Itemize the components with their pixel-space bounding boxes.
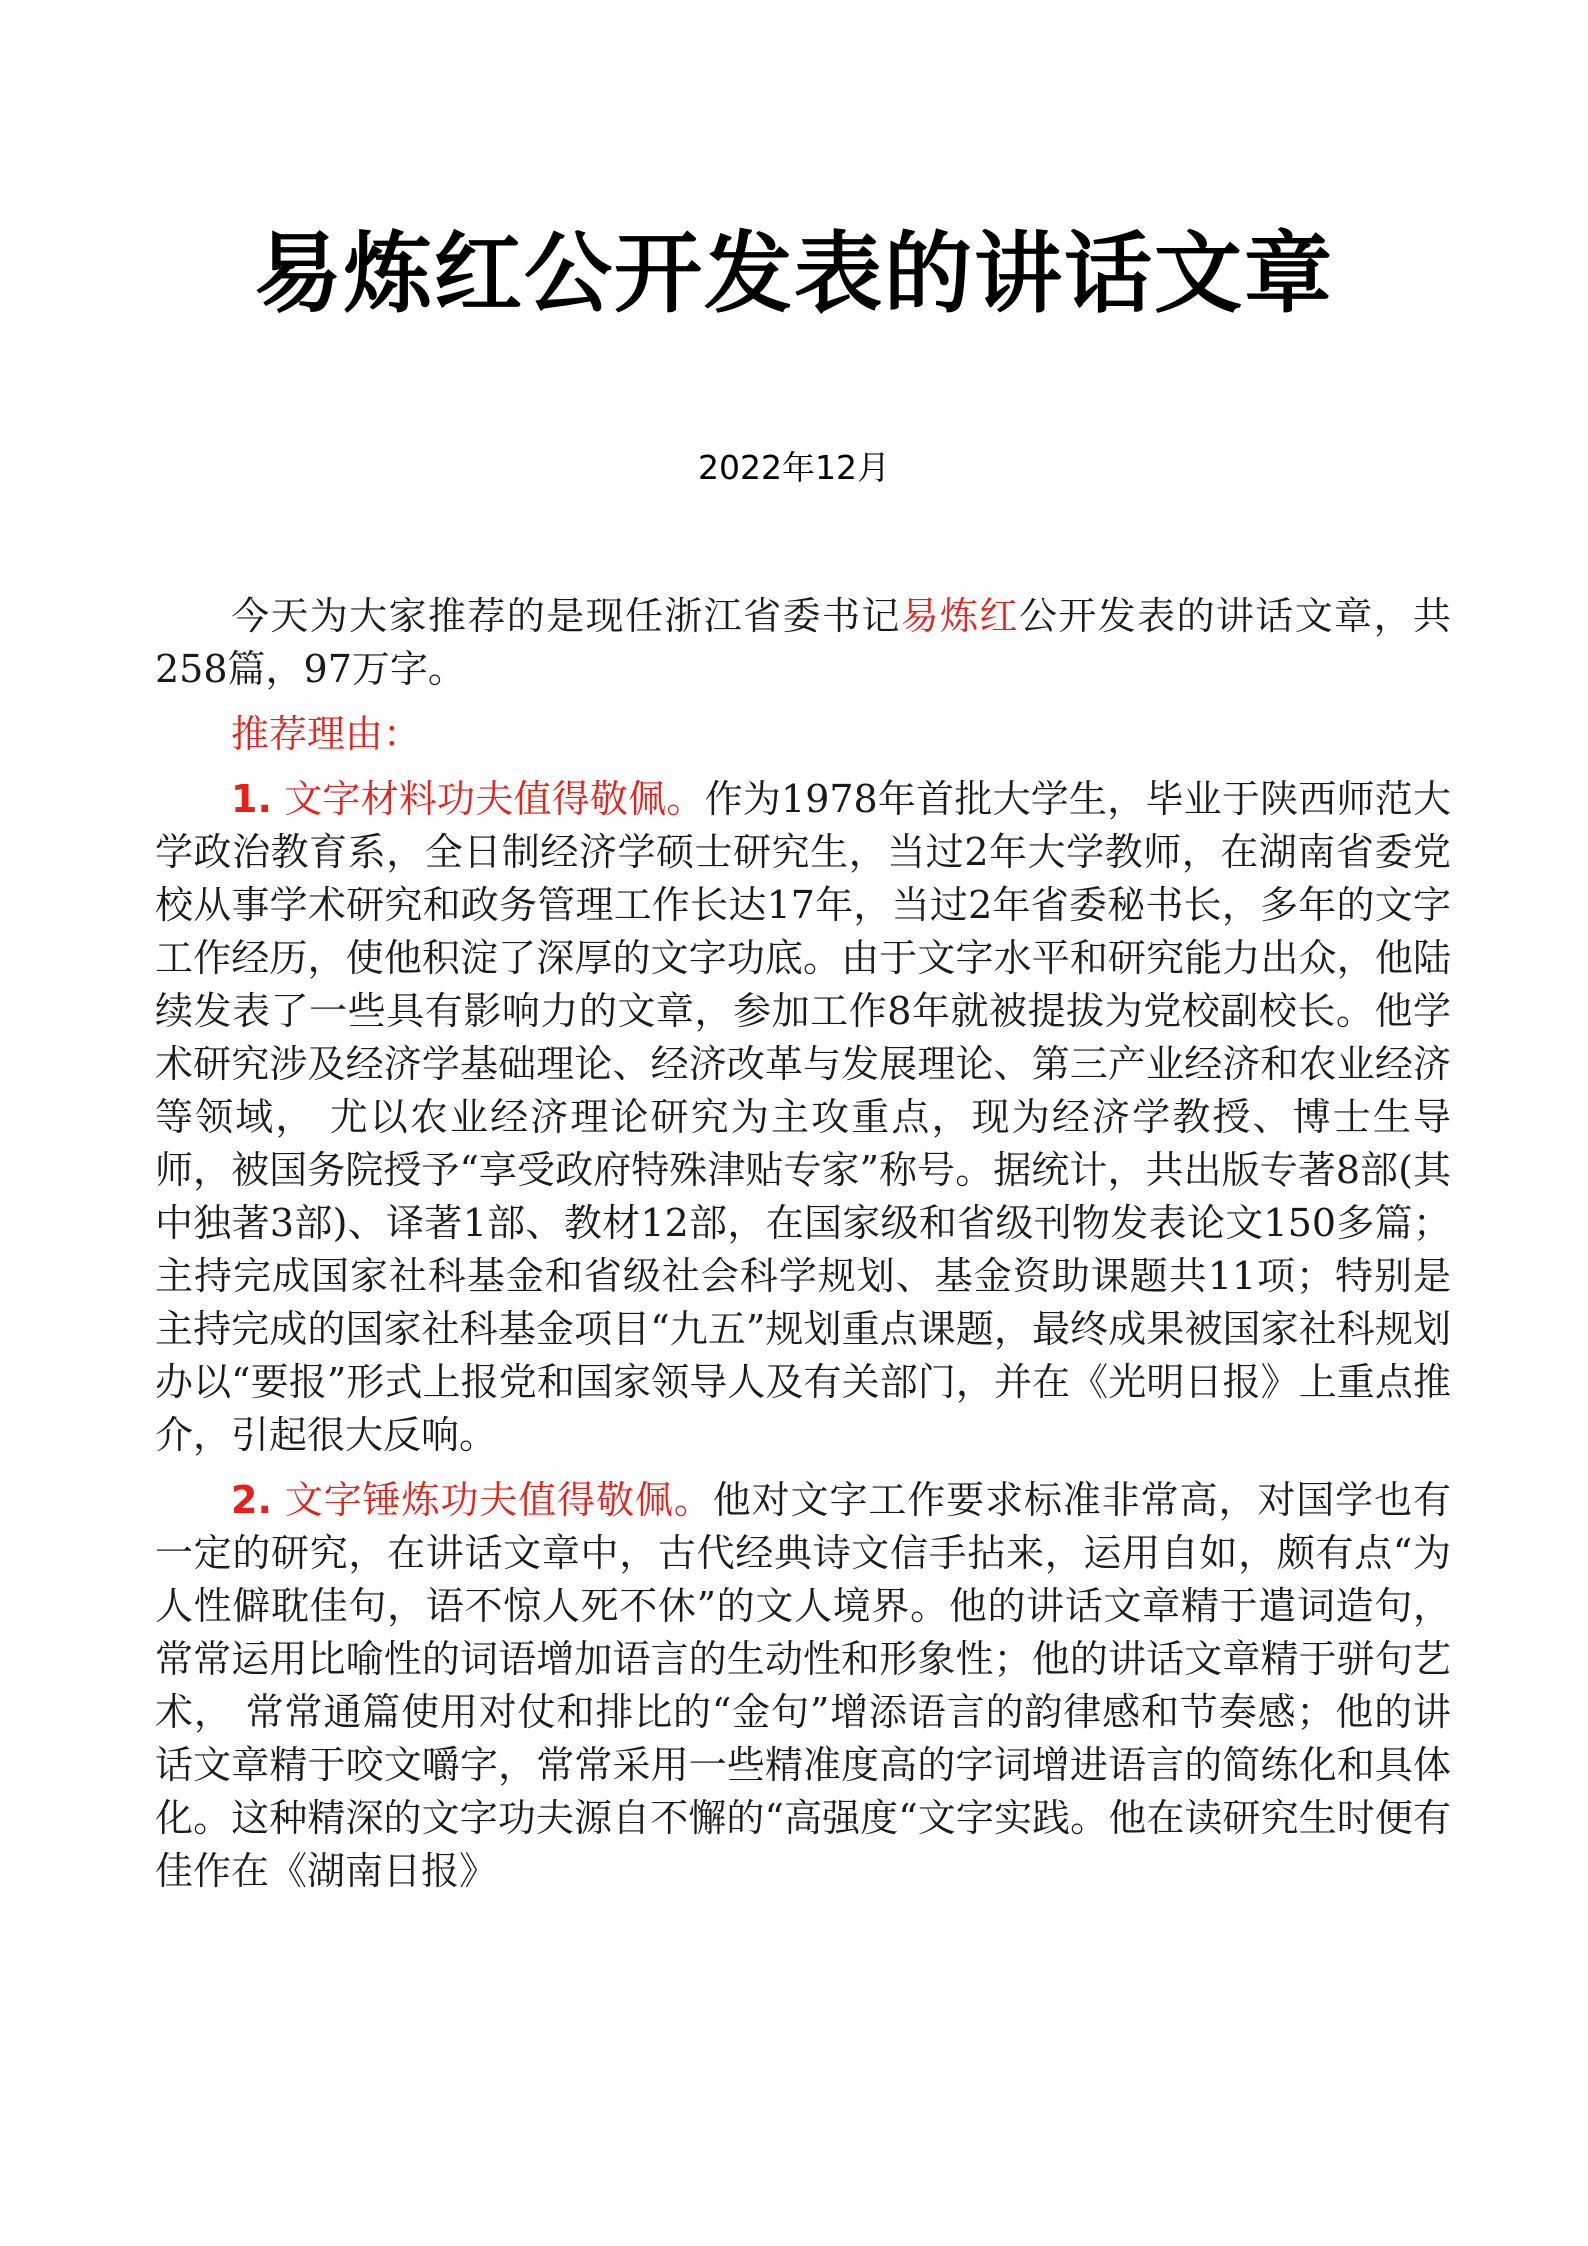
reason-heading-1: 文字材料功夫值得敬佩。: [284, 777, 705, 821]
person-name: 易炼红: [900, 594, 1019, 638]
reason-paragraph-2: [155, 1474, 1451, 1898]
reason-text-1: 作为1978年首批大学生，毕业于陕西师范大学政治教育系，全日制经济学硕士研究生，当过2年大学教师，在湖南省委党校从事学术研究和政务管理工作长达17年，当过2年省委秘书长，多年的文字工作经历，使他积淀了深厚的文字功底。由于文字水平和研究能力出众，他陆续发表了一些具有影响力的文章，参加工作8年就被提拔为党校副校长。他学术研究涉及经济学基础理论、经济改革与发展理论、第三产业经济和农业经济等领域， 尤以农业经济理论研究为主攻重点，现为经济学教授、博士生导师，被国务院授予“享受政府特殊津贴专家”称号。据统计，共出版专著8部(其中独著3部)、译著1部、教材12部，在国家级和省级刊物发表论文150多篇；主持完成国家社科基金和省级社会科学规划、基金资助课题共11项；特别是主持完成的国家社科基金项目“九五”规划重点课题，最终成果被国家社科规划办以“要报”形式上报党和国家领导人及有关部门，并在《光明日报》上重点推介，引起很大反响。: [155, 777, 1451, 1457]
document-date: 2022年12月: [698, 448, 890, 487]
reason-number-2: 2.: [231, 1478, 272, 1522]
reason-number-1: 1.: [231, 777, 272, 821]
reason-text-2: 他对文字工作要求标准非常高，对国学也有一定的研究，在讲话文章中，古代经典诗文信手拈来，运用自如，颇有点“为人性僻耽佳句，语不惊人死不休”的文人境界。他的讲话文章精于遣词造句，常常运用比喻性的词语增加语言的生动性和形象性；他的讲话文章精于骈句艺术， 常常通篇使用对仗和排比的“金句”增添语言的韵律感和节奏感；他的讲话文章精于咬文嚼字，常常采用一些精准度高的字词增进语言的简练化和具体化。这种精深的文字功夫源自不懈的“高强度“文字实践。他在读研究生时便有佳作在《湖南日报》: [155, 1478, 1451, 1893]
document-title: 易炼红公开发表的讲话文章: [253, 221, 1334, 325]
intro-text-after: 公开发表的讲话文章，共258篇，97万字。: [155, 594, 1451, 691]
intro-text-before: 今天为大家推荐的是现任浙江省委书记: [231, 594, 901, 638]
reason-heading-2: 文字锤炼功夫值得敬佩。: [284, 1478, 713, 1522]
reason-paragraph-1: [155, 773, 1451, 1462]
reasons-heading-text: 推荐理由：: [231, 712, 422, 756]
document-body: [155, 590, 1451, 1910]
reasons-heading: [155, 708, 1451, 761]
intro-paragraph: [155, 590, 1451, 696]
